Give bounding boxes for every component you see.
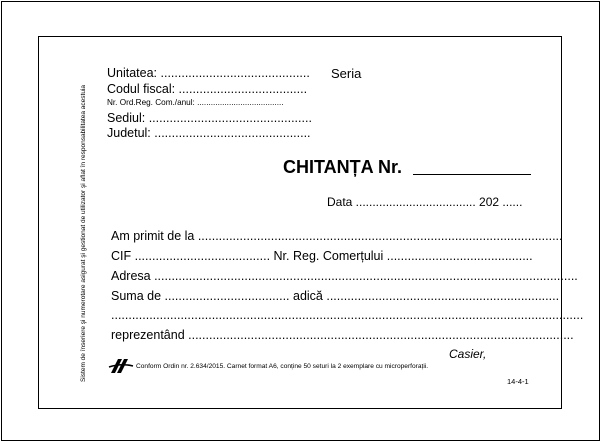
product-code: 14-4-1 xyxy=(507,377,529,386)
receipt-title: CHITANȚA Nr. xyxy=(283,157,402,177)
nr-ord-reg-field[interactable]: Nr. Ord.Reg. Com./anul: ...................................... xyxy=(107,98,284,107)
suma-field[interactable]: Suma de .................................... adică ................................................................... xyxy=(111,289,560,303)
footer-note: Conform Ordin nr. 2.634/2015. Carnet format A6, conține 50 seturi la 2 exemplare cu microperforații. xyxy=(136,363,429,370)
sediul-field[interactable]: Sediul: ............................................... xyxy=(107,111,312,125)
receipt-number-line[interactable] xyxy=(413,174,531,175)
adresa-field[interactable]: Adresa .......................................................................................................................... xyxy=(111,269,578,283)
am-primit-field[interactable]: Am primit de la ......................................................................................................... xyxy=(111,229,563,243)
cod-fiscal-field[interactable]: Codul fiscal: ..................................... xyxy=(107,82,308,96)
cif-field[interactable]: CIF ....................................... Nr. Reg. Comerțului .......................................... xyxy=(111,249,533,263)
casier-label: Casier, xyxy=(449,347,487,361)
reprezentand-field[interactable]: reprezentând ............................................................................................................... xyxy=(111,328,574,342)
seria-label: Seria xyxy=(331,66,362,81)
unitatea-field[interactable]: Unitatea: ........................................... xyxy=(107,66,310,80)
side-note: Sistem de înseriere şi numerotare asigurat şi gestionat de utilizator şi aflat în responsabilitatea acestuia xyxy=(80,85,87,382)
judetul-field[interactable]: Judetul: ............................................. xyxy=(107,126,311,140)
date-field[interactable]: Data .................................... 202 ...... xyxy=(327,195,523,209)
blank-line-field[interactable]: ........................................................................................................................................ xyxy=(111,308,584,322)
publisher-logo-icon xyxy=(108,357,134,382)
